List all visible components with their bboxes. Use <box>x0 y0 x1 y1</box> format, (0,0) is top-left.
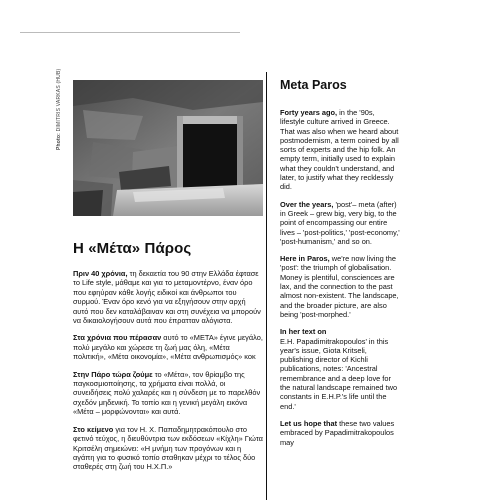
english-paragraph <box>280 108 400 192</box>
english-paragraph-lead: In her text on <box>280 327 327 337</box>
english-paragraph-text: 'post'– meta (after) in Greek – grew big, very big, to the point of encompassing our entire lives – 'post-politics,' 'post-economy,' 'post-humanism,' and so on. <box>280 199 400 246</box>
english-paragraph-text: these two values embraced by Papadimitrakopoulos may <box>280 418 395 447</box>
column-divider <box>266 72 267 500</box>
photo-graphic <box>73 80 263 216</box>
english-paragraph-text: we're now living the 'post': the triumph of globalisation. Money is plentiful, consciences are lax, and the connection to the past almost non-existent. The landscape, and the broader picture, are also being 'post-morphed.' <box>280 254 399 319</box>
greek-title: Η «Μέτα» Πάρος <box>73 240 192 257</box>
english-paragraph-text: in the '90s, lifestyle culture arrived in Greece. That was also when we heard about postmodernism, a term coined by all sorts of experts and the hip folk. An empty term, initially used to explain what they couldn't understand, and later, to justify what they recklessly did. <box>280 108 399 192</box>
greek-paragraph-text: αυτό το «ΜΕΤΑ» έγινε μεγάλο, πολύ μεγάλο και χώρεσε τη ζωή μας όλη, «Μέτα πολιτική», «Μέτα οικονομία», «Μέτα ανθρωπισμός» κοκ <box>73 333 263 362</box>
photo-credit-label: Photo: <box>56 132 62 150</box>
english-paragraph-lead: Over the years, <box>280 199 334 209</box>
top-rule <box>20 32 240 33</box>
english-title: Meta Paros <box>280 78 347 92</box>
english-paragraph <box>280 254 400 319</box>
greek-paragraph <box>73 425 263 472</box>
english-paragraph-lead: Here in Paros, <box>280 254 330 264</box>
greek-paragraph-lead: Στο κείμενο <box>73 424 114 434</box>
english-paragraph <box>280 327 400 411</box>
greek-paragraph-lead: Πριν 40 χρόνια, <box>73 269 128 278</box>
greek-column <box>73 240 263 480</box>
english-paragraph-lead: Let us hope that <box>280 418 338 428</box>
photo-credit-name: DIMITRIS VARKAS (HUB) <box>56 68 62 132</box>
greek-paragraph-text: τη δεκαετία του 90 στην Ελλάδα έφτασε το Life style, μάθαμε και για το μεταμοντέρνο, έναν όρο που εφηύραν κάθε λογής ειδικοί και άνθρωποι του συρμού. Έναν όρο κενό για να εξηγήσουν στην αρχή αυτό που δεν καταλάβαιναν και στη συνέχεια να μπορούν να δικαιολογήσουν αυτά που έπρατταν αλόγιστα. <box>73 269 261 326</box>
english-column <box>280 78 400 455</box>
greek-paragraph <box>73 370 263 417</box>
english-paragraph <box>280 419 400 447</box>
stone-doorway-photo <box>73 80 263 216</box>
english-paragraph <box>280 200 400 246</box>
greek-paragraph-lead: Στην Πάρο τώρα ζούμε <box>73 369 153 379</box>
greek-paragraph-lead: Στα χρόνια που πέρασαν <box>73 333 162 343</box>
photo-credit <box>56 60 66 150</box>
greek-paragraph <box>73 269 263 325</box>
doorway-shadow <box>181 122 239 194</box>
greek-paragraph-text: για τον Η. Χ. Παπαδημητρακόπουλο στο φετινό τεύχος, η διευθύντρια των εκδόσεων «Κίχλη» Γιώτα Κριτσέλη σημειώνει: «Η μνήμη των προγόνων και η αγάπη για το φυσικό τοπίο σταθηκαν μέχρι το τέλος δύο σταθερές στη ζωή του Η.Χ.Π.» <box>73 424 263 472</box>
english-paragraph-lead: Forty years ago, <box>280 108 338 117</box>
english-paragraph-text: E.H. Papadimitrakopoulos' in this year's issue, Giota Kritseli, publishing director of Kichli publications, notes: 'Ancestral remembrance and a deep love for the natural landscape remained two constants in E.H.P.'s life until the end.' <box>280 336 398 411</box>
greek-paragraph <box>73 333 263 361</box>
greek-paragraph-text: το «Μέτα», τον θρίαμβο της παγκοσμιοποίησης, τα χρήματα είναι πολλά, οι συνειδήσεις πολύ χαλαρές και η σύνδεση με το παρελθόν σχεδόν μηδενική. Το τοπίο και η γενική μεγάλη εικόνα «Μέτα – μορφώνονται» και αυτά. <box>73 369 261 417</box>
